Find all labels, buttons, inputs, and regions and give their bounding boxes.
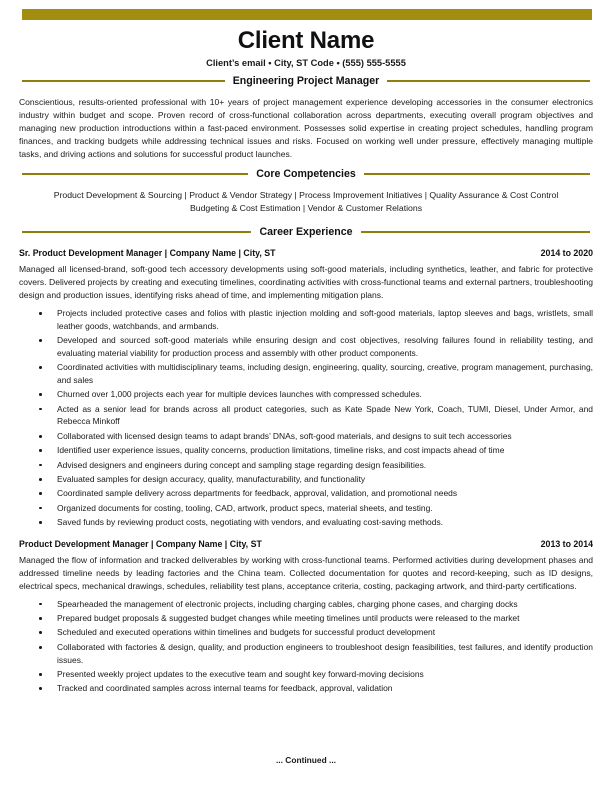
section-header-headline xyxy=(22,75,590,87)
list-item: Projects included protective cases and folios with plastic injection molding and soft-good materials, laptop sleeves and bags, wristlets, small leather goods, watchbands, and armbands. xyxy=(38,307,593,333)
section-title-core-competencies: Core Competencies xyxy=(256,167,356,180)
list-item: Coordinated sample delivery across departments for feedback, approval, validation, and promotional needs xyxy=(38,487,593,500)
competency-line-2: Budgeting & Cost Estimation | Vendor & Customer Relations xyxy=(189,203,423,214)
divider-rule-right xyxy=(361,231,590,233)
job-title: Sr. Product Development Manager | Company Name | City, ST xyxy=(19,247,276,258)
list-item: Saved funds by reviewing product costs, negotiating with vendors, and evaluating cost-saving methods. xyxy=(38,516,593,529)
footer-continued: ... Continued ... xyxy=(275,755,336,765)
contact-line: Client’s email • City, ST Code • (555) 555-5555 xyxy=(206,57,406,68)
competency-list xyxy=(19,189,593,216)
job-title: Product Development Manager | Company Name | City, ST xyxy=(19,538,262,549)
section-title-headline: Engineering Project Manager xyxy=(232,74,380,87)
list-item: Developed and sourced soft-good materials while ensuring design and cost objectives, resolving failures found in reliability testing, and evaluating material viability for production process and assembly with other product components. xyxy=(38,334,593,360)
list-item: Scheduled and executed operations within timelines and budgets for successful product development xyxy=(38,626,593,639)
list-item: Spearheaded the management of electronic projects, including charging cables, charging phone cases, and charging docks xyxy=(38,598,593,611)
list-item: Organized documents for costing, tooling, CAD, artwork, product specs, material sheets, and testing. xyxy=(38,502,593,515)
list-item: Identified user experience issues, quality concerns, production limitations, timeline risks, and cost impacts ahead of time xyxy=(38,444,593,457)
spacer xyxy=(0,161,612,168)
list-item: Coordinated activities with multidisciplinary teams, including design, engineering, quality, sourcing, creative, program management, purchasing, and sales xyxy=(38,361,593,387)
list-item: Evaluated samples for design accuracy, quality, manufacturability, and functionality xyxy=(38,473,593,486)
job-description: Managed the flow of information and tracked deliverables by working with cross-functional teams. Performed activities during development phases and addressed timeline needs by leading factories and the China team. Collected documentation for quotes and record-keeping, such as ID designs, electrical specs, mechanical drawings, schedules, reliability test plans, acceptance criteria, costing, packaging artwork, and third-party certifications. xyxy=(19,554,593,591)
list-item: Collaborated with factories & design, quality, and production engineers to troubleshoot design feasibilities, test failures, and identify production issues. xyxy=(38,641,593,667)
job-heading xyxy=(19,248,593,258)
section-header-career-experience xyxy=(22,226,590,238)
job-dates: 2013 to 2014 xyxy=(540,538,593,549)
professional-summary: Conscientious, results-oriented professional with 10+ years of project management experience developing accessories in the consumer electronics industry within budget and scope. Proven record of cross-functional collaboration across departments, executing overall program objectives and managing new production introductions within a fast-paced environment. Possesses solid expertise in creating project schedules, handling program finances, and tracking budgets while addressing technical issues and risks. Focused on working well under pressure, effectively managing multiple tasks, and driving actions and solutions for successful product launches. xyxy=(19,96,593,159)
competency-line-1: Product Development & Sourcing | Product & Vendor Strategy | Process Improvement Initiatives | Quality Assurance & Cost Control xyxy=(53,189,559,200)
divider-rule-right xyxy=(387,80,590,82)
summary-block xyxy=(19,96,593,161)
divider-rule-left xyxy=(22,80,225,82)
job-bullet-list xyxy=(19,307,593,529)
core-competencies-block xyxy=(19,189,593,216)
divider-rule-left xyxy=(22,231,251,233)
list-item: Advised designers and engineers during concept and sampling stage regarding design feasibilities. xyxy=(38,459,593,472)
header-accent-bar xyxy=(22,9,592,20)
list-item: Presented weekly project updates to the executive team and sought key forward-moving decisions xyxy=(38,668,593,681)
job-dates: 2014 to 2020 xyxy=(540,247,593,258)
section-title-career-experience: Career Experience xyxy=(259,225,353,238)
job-heading xyxy=(19,539,593,549)
divider-rule-right xyxy=(364,173,590,175)
divider-rule-left xyxy=(22,173,248,175)
job-entry xyxy=(19,248,593,529)
list-item: Collaborated with licensed design teams to adapt brands’ DNAs, soft-good materials, and designs to suit tech accessories xyxy=(38,430,593,443)
job-bullet-list xyxy=(19,598,593,695)
list-item: Acted as a senior lead for brands across all product categories, such as Kate Spade New York, Coach, TUMI, Diesel, Under Armor, and Rebecca Minkoff xyxy=(38,403,593,429)
section-header-core-competencies xyxy=(22,168,590,180)
list-item: Prepared budget proposals & suggested budget changes while meeting timelines until products were released to the market xyxy=(38,612,593,625)
job-entry xyxy=(19,539,593,695)
list-item: Churned over 1,000 projects each year for multiple devices launches with compressed schedules. xyxy=(38,388,593,401)
list-item: Tracked and coordinated samples across internal teams for feedback, approval, validation xyxy=(38,682,593,695)
spacer xyxy=(0,68,612,75)
job-description: Managed all licensed-brand, soft-good tech accessory developments using soft-good materials, including synthetics, leather, and fabric for protective covers. Delivered projects by creating and executing timelines, coordinating activities with cross-functional teams and external partners, troubleshooting design and production issues, identifying risks ahead of time, and implementing mitigation plans. xyxy=(19,263,593,300)
page-title: Client Name xyxy=(237,27,375,54)
